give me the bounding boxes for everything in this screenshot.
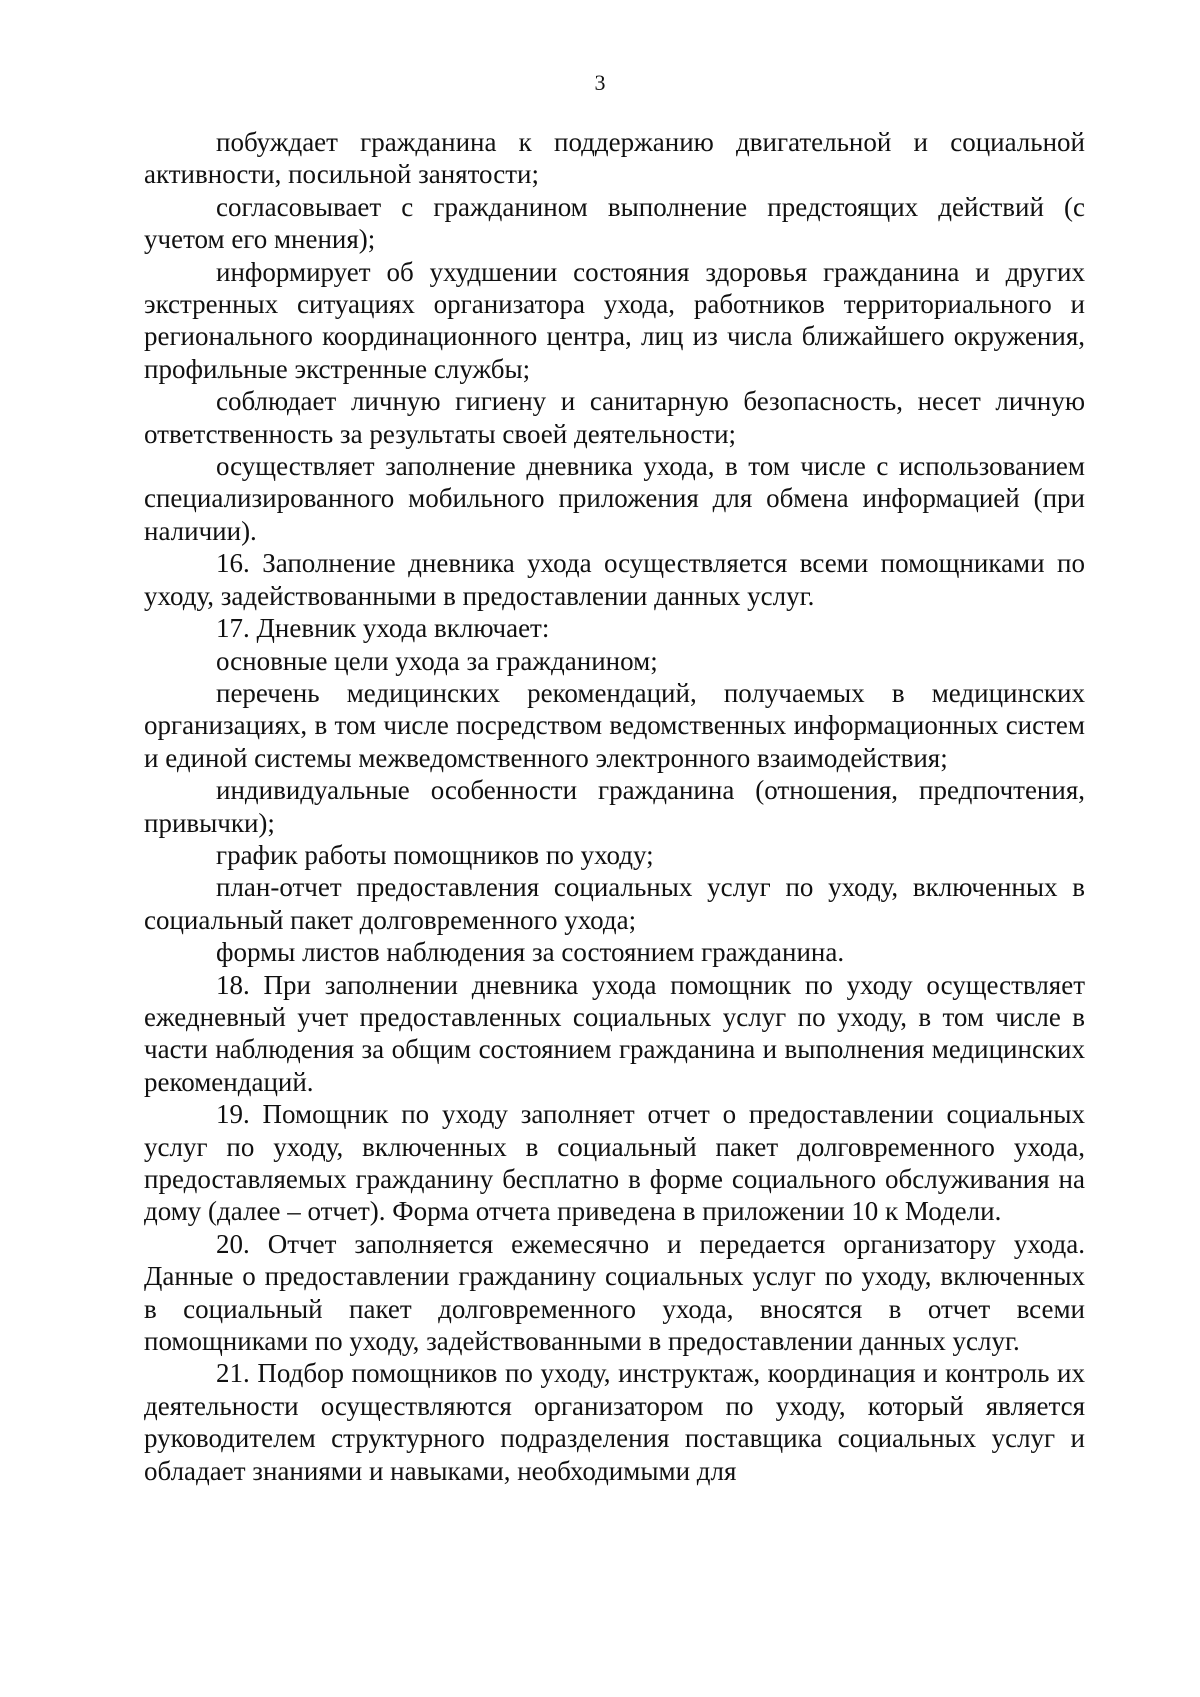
paragraph-5: осуществляет заполнение дневника ухода, в том числе с использованием специализированного мобильного приложения для обмена информацией (при наличии). — [144, 451, 1085, 546]
clause-17: 17. Дневник ухода включает: — [216, 613, 550, 644]
clause-17-item-features: индивидуальные особенности гражданина (отношения, предпочтения, привычки); — [144, 775, 1085, 838]
page-number: 3 — [594, 70, 606, 95]
clause-19: 19. Помощник по уходу заполняет отчет о предоставлении социальных услуг по уходу, включенных в социальный пакет долговременного ухода, предоставляемых гражданину бесплатно в форме социального обслуживания на дому (далее – отчет). Форма отчета приведена в приложении 10 к Модели. — [144, 1099, 1085, 1227]
paragraph-2: согласовывает с гражданином выполнение предстоящих действий (с учетом его мнения); — [144, 191, 1085, 255]
paragraph-4: соблюдает личную гигиену и санитарную безопасность, несет личную ответственность за результаты своей деятельности; — [144, 386, 1085, 449]
clause-17-item-recommendations: перечень медицинских рекомендаций, получаемых в медицинских организациях, в том числе посредством ведомственных информационных систем и единой системы межведомственного электронного взаимодействия; — [144, 677, 1085, 773]
clause-18: 18. При заполнении дневника ухода помощник по уходу осуществляет ежедневный учет предоставленных социальных услуг по уходу, в том числе в части наблюдения за общим состоянием гражданина и выполнения медицинских рекомендаций. — [144, 969, 1085, 1097]
clause-20: 20. Отчет заполняется ежемесячно и передается организатору ухода. Данные о предоставлении гражданину социальных услуг по уходу, включенных в социальный пакет долговременного ухода, вносятся в отчет всеми помощниками по уходу, задействованными в предоставлении данных услуг. — [144, 1228, 1085, 1357]
clause-17-item-plan-report: план-отчет предоставления социальных услуг по уходу, включенных в социальный пакет долговременного ухода; — [144, 872, 1085, 935]
clause-17-item-observation-forms: формы листов наблюдения за состоянием гражданина. — [216, 937, 845, 968]
paragraph-1: побуждает гражданина к поддержанию двигательной и социальной активности, посильной занятости; — [144, 127, 1085, 190]
paragraph-3: информирует об ухудшении состояния здоровья гражданина и других экстренных ситуациях организатора ухода, работников территориального и регионального координационного центра, лиц из числа ближайшего окружения, профильные экстренные службы; — [144, 256, 1085, 384]
document-body — [144, 126, 1085, 1487]
clause-17-item-goals: основные цели ухода за гражданином; — [216, 645, 658, 676]
clause-16: 16. Заполнение дневника ухода осуществляется всеми помощниками по уходу, задействованными в предоставлении данных услуг. — [144, 548, 1085, 611]
clause-17-item-schedule: график работы помощников по уходу; — [216, 839, 654, 870]
clause-21: 21. Подбор помощников по уходу, инструктаж, координация и контроль их деятельности осуществляются организатором по уходу, который является руководителем структурного подразделения поставщика социальных услуг и обладает знаниями и навыками, необходимыми для — [144, 1358, 1085, 1486]
